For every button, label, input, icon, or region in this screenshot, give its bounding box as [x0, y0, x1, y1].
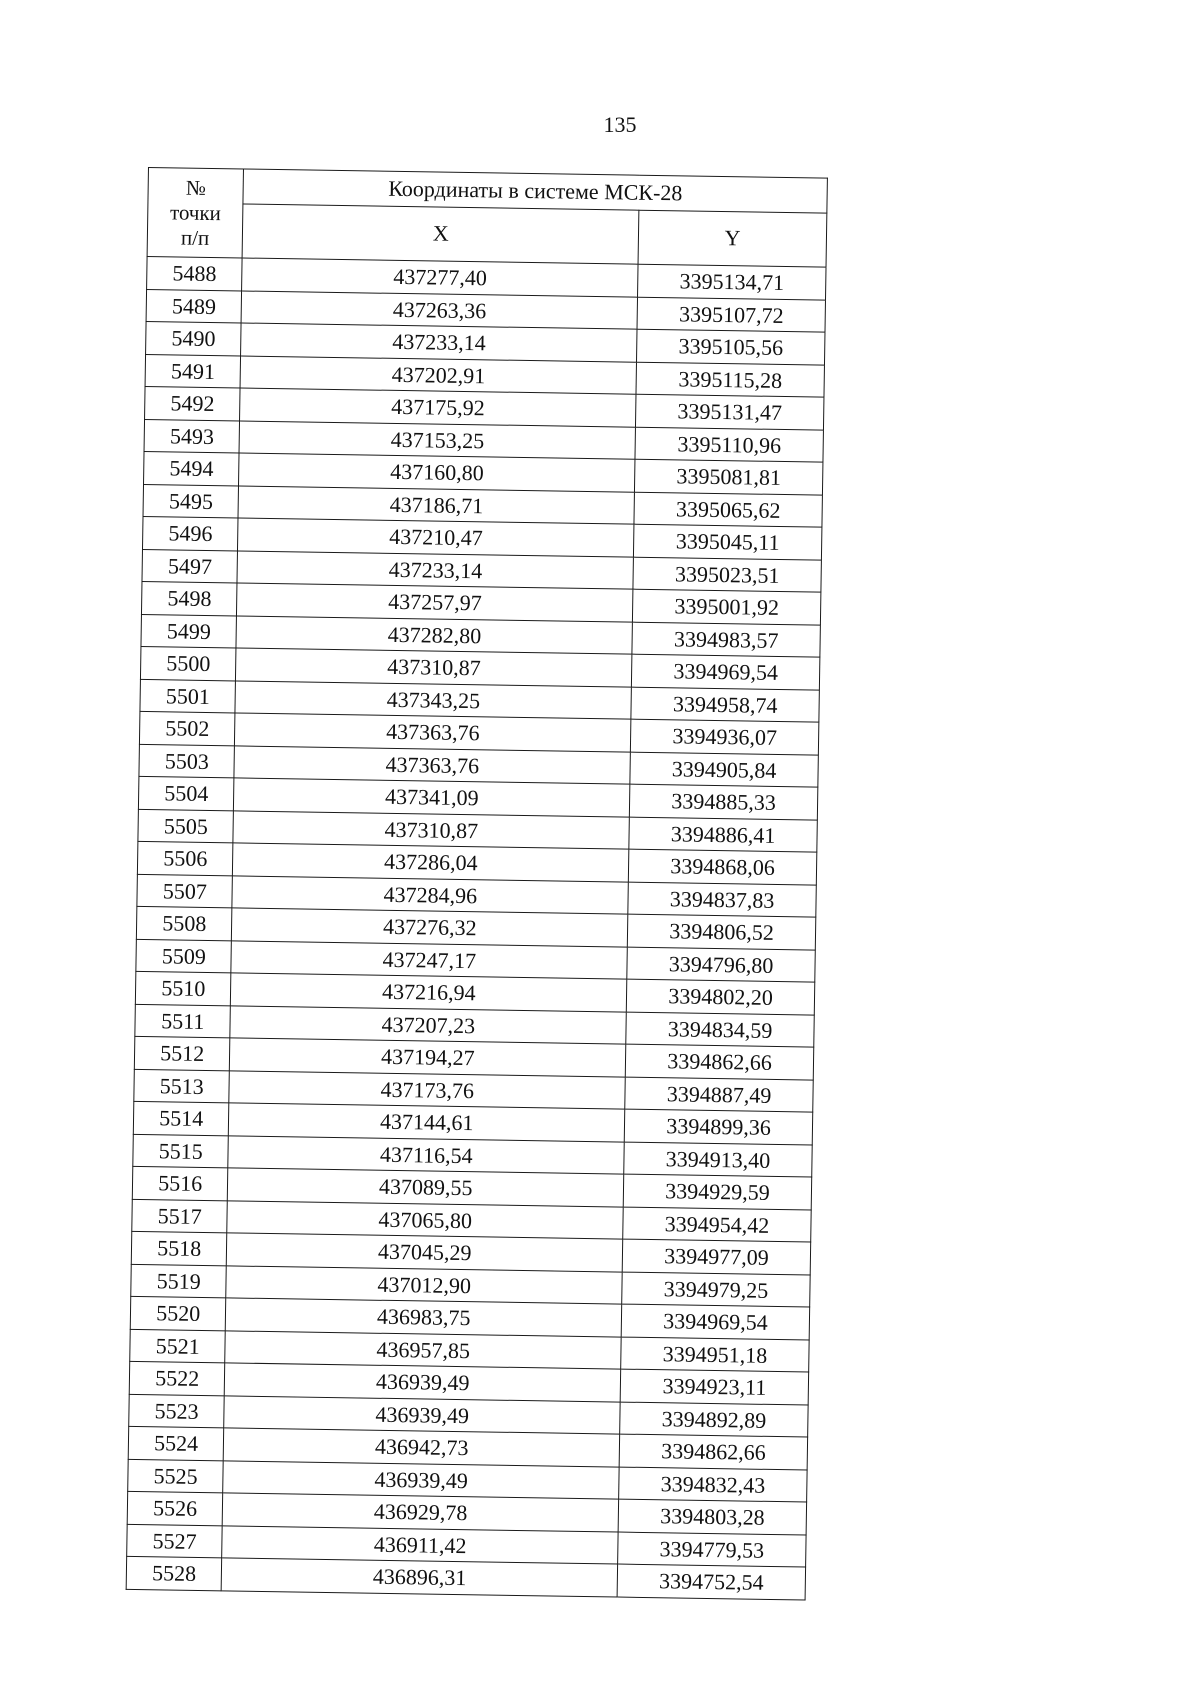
x-coordinate-cell: 437233,14 [241, 323, 637, 362]
x-coordinate-cell: 437153,25 [239, 420, 635, 459]
point-number-cell: 5505 [138, 809, 234, 843]
page-number: 135 [603, 112, 637, 137]
x-coordinate-cell: 437089,55 [228, 1168, 624, 1207]
y-coordinate-cell: 3394958,74 [631, 687, 819, 722]
x-coordinate-cell: 436911,42 [222, 1525, 618, 1564]
point-number-cell: 5515 [133, 1134, 229, 1168]
x-coordinate-cell: 437207,23 [230, 1005, 626, 1044]
point-number-header-line3: п/п [180, 225, 210, 250]
x-coordinate-cell: 436957,85 [225, 1330, 621, 1369]
point-number-cell: 5500 [140, 646, 236, 680]
x-coordinate-cell: 437341,09 [234, 778, 630, 817]
x-coordinate-cell: 437282,80 [236, 615, 632, 654]
x-coordinate-cell: 437194,27 [230, 1038, 626, 1077]
point-number-cell: 5508 [136, 906, 232, 940]
point-number-cell: 5490 [146, 321, 242, 355]
y-coordinate-cell: 3394803,28 [618, 1499, 806, 1534]
x-coordinate-cell: 437012,90 [226, 1265, 622, 1304]
point-number-cell: 5512 [134, 1036, 230, 1070]
point-number-cell: 5517 [132, 1199, 228, 1233]
y-coordinate-cell: 3395105,56 [637, 329, 825, 364]
point-number-cell: 5520 [130, 1296, 226, 1330]
point-number-cell: 5493 [144, 419, 240, 453]
point-number-cell: 5496 [142, 516, 238, 550]
x-coordinate-cell: 436942,73 [224, 1428, 620, 1467]
y-coordinate-cell: 3394796,80 [627, 947, 815, 982]
x-coordinate-cell: 437065,80 [227, 1200, 623, 1239]
point-number-cell: 5492 [145, 386, 241, 420]
x-column-header: X [242, 204, 639, 264]
x-coordinate-cell: 437175,92 [240, 388, 636, 427]
y-coordinate-cell: 3394892,89 [620, 1402, 808, 1437]
point-number-cell: 5509 [136, 939, 232, 973]
y-coordinate-cell: 3395131,47 [636, 394, 824, 429]
y-coordinate-cell: 3395134,71 [638, 264, 826, 299]
point-number-cell: 5523 [129, 1394, 225, 1428]
y-coordinate-cell: 3394899,36 [624, 1109, 812, 1144]
point-number-header [147, 168, 244, 258]
point-number-cell: 5519 [131, 1264, 227, 1298]
y-coordinate-cell: 3394886,41 [629, 817, 817, 852]
y-column-header: Y [638, 210, 827, 267]
point-number-cell: 5528 [126, 1556, 222, 1590]
x-coordinate-cell: 437144,61 [229, 1103, 625, 1142]
point-number-cell: 5527 [127, 1524, 223, 1558]
x-coordinate-cell: 437286,04 [233, 843, 629, 882]
point-number-cell: 5518 [131, 1231, 227, 1265]
coordinate-system-header: Координаты в системе МСК-28 [243, 169, 827, 213]
y-coordinate-cell: 3395107,72 [637, 297, 825, 332]
coordinates-table [126, 167, 828, 1600]
y-coordinate-cell: 3394802,20 [626, 979, 814, 1014]
point-number-cell: 5491 [145, 354, 241, 388]
y-coordinate-cell: 3394983,57 [632, 622, 820, 657]
y-coordinate-cell: 3394868,06 [628, 849, 816, 884]
x-coordinate-cell: 437257,97 [237, 583, 633, 622]
x-coordinate-cell: 436939,49 [224, 1395, 620, 1434]
x-coordinate-cell: 437160,80 [239, 453, 635, 492]
y-coordinate-cell: 3394837,83 [628, 882, 816, 917]
point-number-cell: 5526 [127, 1491, 223, 1525]
y-coordinate-cell: 3394862,66 [619, 1434, 807, 1469]
point-number-cell: 5507 [137, 874, 233, 908]
y-coordinate-cell: 3394951,18 [621, 1337, 809, 1372]
x-coordinate-cell: 437310,87 [233, 810, 629, 849]
x-coordinate-cell: 437233,14 [237, 550, 633, 589]
y-coordinate-cell: 3395081,81 [635, 459, 823, 494]
x-coordinate-cell: 437210,47 [238, 518, 634, 557]
x-coordinate-cell: 436896,31 [222, 1558, 618, 1597]
point-number-cell: 5510 [135, 971, 231, 1005]
point-number-header-line2: точки [169, 199, 222, 225]
point-number-cell: 5504 [138, 776, 234, 810]
y-coordinate-cell: 3394862,66 [625, 1044, 813, 1079]
y-coordinate-cell: 3394806,52 [627, 914, 815, 949]
y-coordinate-cell: 3394913,40 [624, 1142, 812, 1177]
y-coordinate-cell: 3394954,42 [623, 1207, 811, 1242]
x-coordinate-cell: 437173,76 [229, 1070, 625, 1109]
point-number-cell: 5499 [141, 614, 237, 648]
x-coordinate-cell: 437363,76 [234, 745, 630, 784]
point-number-cell: 5521 [130, 1329, 226, 1363]
x-coordinate-cell: 437216,94 [231, 973, 627, 1012]
point-number-cell: 5513 [134, 1069, 230, 1103]
y-coordinate-cell: 3394887,49 [625, 1077, 813, 1112]
x-coordinate-cell: 437263,36 [241, 290, 637, 329]
point-number-cell: 5494 [144, 451, 240, 485]
point-number-header-line1: № [185, 175, 207, 200]
point-number-cell: 5511 [135, 1004, 231, 1038]
y-coordinate-cell: 3394969,54 [632, 654, 820, 689]
x-coordinate-cell: 437276,32 [232, 908, 628, 947]
table-body [126, 256, 826, 1599]
y-coordinate-cell: 3394752,54 [617, 1564, 805, 1599]
y-coordinate-cell: 3394905,84 [630, 752, 818, 787]
y-coordinate-cell: 3394929,59 [623, 1174, 811, 1209]
point-number-cell: 5516 [132, 1166, 228, 1200]
x-coordinate-cell: 437247,17 [231, 940, 627, 979]
point-number-cell: 5522 [129, 1361, 225, 1395]
y-coordinate-cell: 3395065,62 [634, 492, 822, 527]
x-coordinate-cell: 436983,75 [226, 1298, 622, 1337]
x-coordinate-cell: 437202,91 [240, 355, 636, 394]
x-coordinate-cell: 437045,29 [227, 1233, 623, 1272]
x-coordinate-cell: 436939,49 [223, 1460, 619, 1499]
point-number-cell: 5495 [143, 484, 239, 518]
point-number-cell: 5524 [128, 1426, 224, 1460]
x-coordinate-cell: 436929,78 [223, 1493, 619, 1532]
point-number-cell: 5488 [147, 256, 243, 290]
point-number-cell: 5506 [137, 841, 233, 875]
y-coordinate-cell: 3394832,43 [619, 1467, 807, 1502]
x-coordinate-cell: 437186,71 [238, 485, 634, 524]
y-coordinate-cell: 3394979,25 [622, 1272, 810, 1307]
x-coordinate-cell: 437116,54 [228, 1135, 624, 1174]
point-number-cell: 5497 [142, 549, 238, 583]
point-number-cell: 5501 [140, 679, 236, 713]
x-coordinate-cell: 437277,40 [242, 258, 638, 297]
point-number-cell: 5498 [141, 581, 237, 615]
point-number-cell: 5489 [146, 289, 242, 323]
y-coordinate-cell: 3394885,33 [629, 784, 817, 819]
y-coordinate-cell: 3395023,51 [633, 557, 821, 592]
point-number-cell: 5525 [128, 1459, 224, 1493]
y-coordinate-cell: 3394977,09 [622, 1239, 810, 1274]
point-number-cell: 5503 [139, 744, 235, 778]
y-coordinate-cell: 3395045,11 [634, 524, 822, 559]
x-coordinate-cell: 437343,25 [235, 680, 631, 719]
y-coordinate-cell: 3394834,59 [626, 1012, 814, 1047]
y-coordinate-cell: 3395115,28 [636, 362, 824, 397]
y-coordinate-cell: 3394779,53 [618, 1532, 806, 1567]
point-number-cell: 5514 [133, 1101, 229, 1135]
y-coordinate-cell: 3394969,54 [621, 1304, 809, 1339]
x-coordinate-cell: 436939,49 [225, 1363, 621, 1402]
y-coordinate-cell: 3395001,92 [633, 589, 821, 624]
y-coordinate-cell: 3394936,07 [631, 719, 819, 754]
y-coordinate-cell: 3394923,11 [620, 1369, 808, 1404]
x-coordinate-cell: 437363,76 [235, 713, 631, 752]
x-coordinate-cell: 437310,87 [236, 648, 632, 687]
y-coordinate-cell: 3395110,96 [635, 427, 823, 462]
point-number-cell: 5502 [139, 711, 235, 745]
x-coordinate-cell: 437284,96 [232, 875, 628, 914]
